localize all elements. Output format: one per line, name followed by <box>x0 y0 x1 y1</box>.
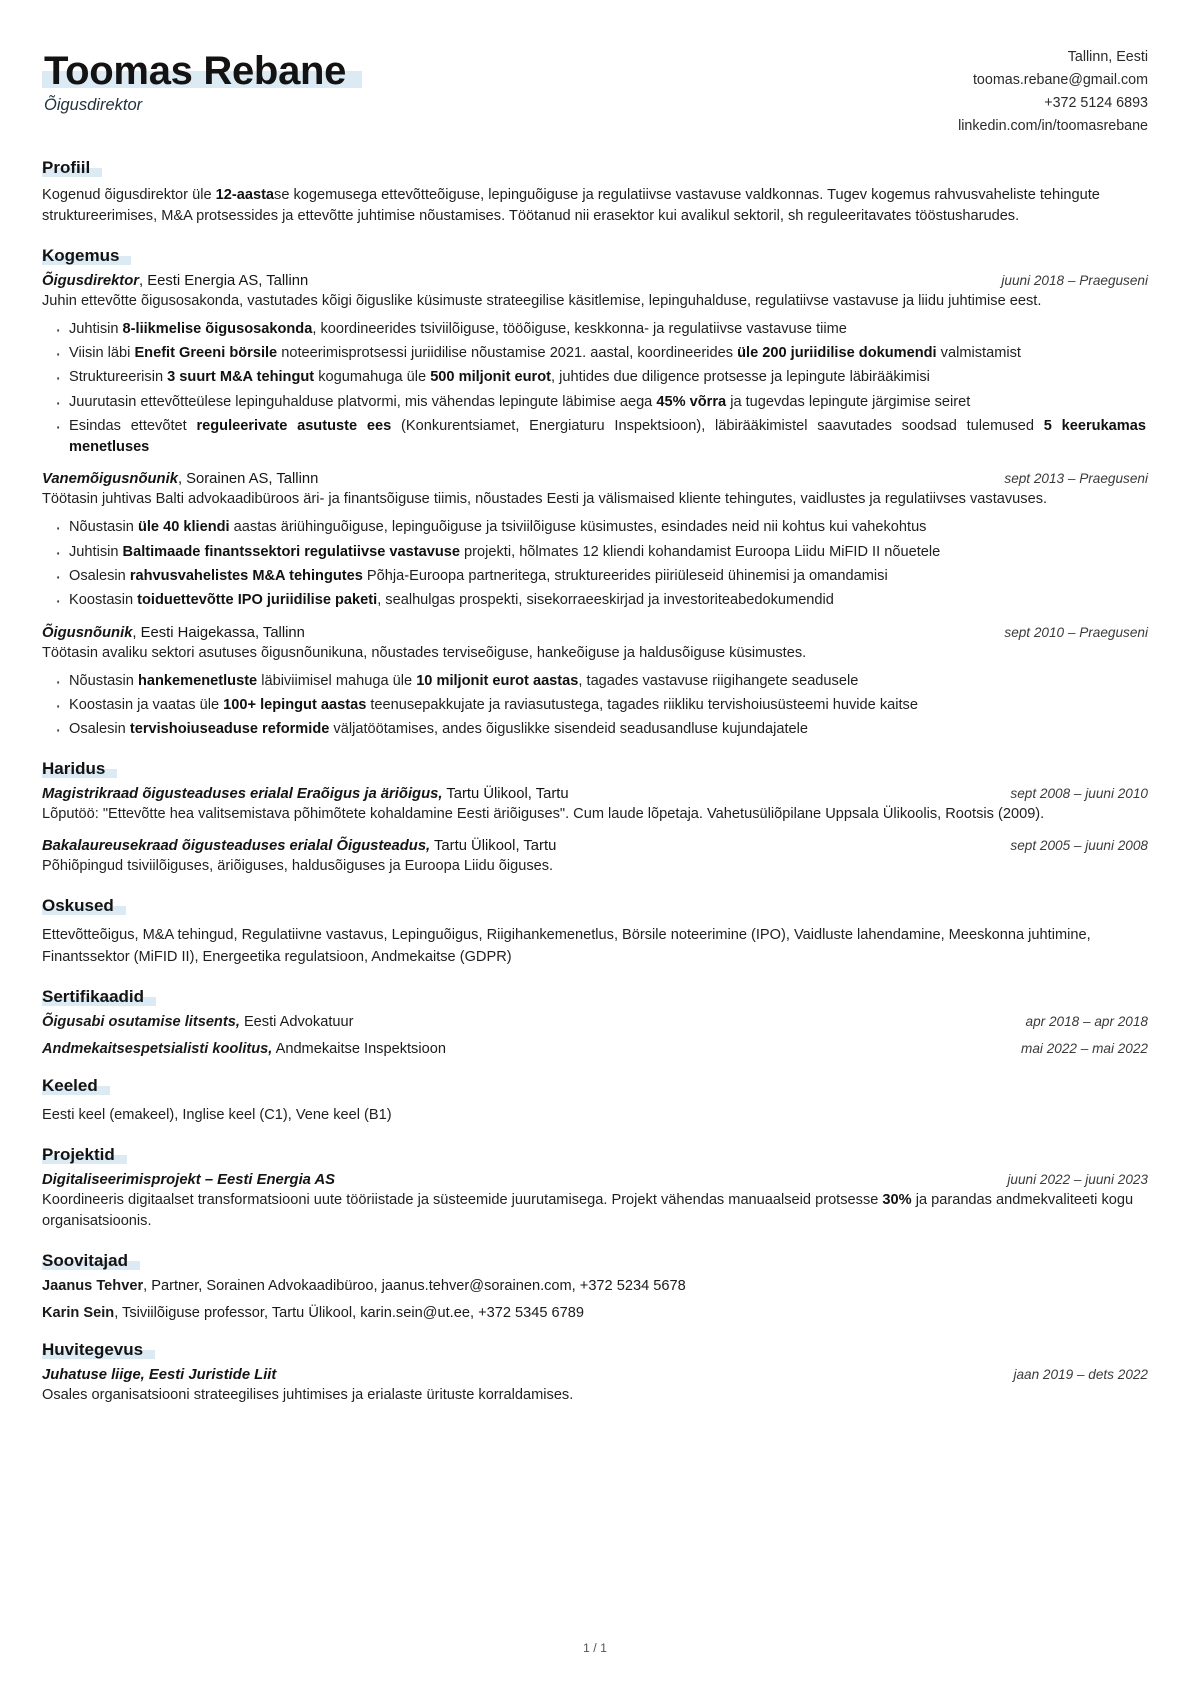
entry-bullets <box>42 319 1148 459</box>
experience-list <box>42 273 1148 741</box>
candidate-name-text: Toomas Rebane <box>44 49 347 93</box>
entry-title <box>42 625 986 641</box>
languages-text: Eesti keel (emakeel), Inglise keel (C1), Vene keel (B1) <box>42 1106 392 1123</box>
reference-detail: , Partner, Sorainen Advokaadibüroo, jaanus.tehver@sorainen.com, +372 5234 5678 <box>143 1277 686 1294</box>
project-entry <box>42 1367 1148 1406</box>
interest-list <box>42 1367 1148 1406</box>
certificate-row <box>42 1014 1148 1030</box>
certificate-date: mai 2022 – mai 2022 <box>1021 1040 1148 1056</box>
experience-bullet: · Nõustasin üle 40 kliendi aastas äriühinguõiguse, lepinguõiguse ja tsiviilõiguse küsimustes, esindades neid nii kohtus kui vahekohtus <box>42 517 1148 538</box>
school-name: Tartu Ülikool, Tartu <box>442 786 569 803</box>
certificate-name: Õigusabi osutamise litsents, <box>42 1013 240 1030</box>
entry-title <box>42 1367 995 1383</box>
entry-date: sept 2013 – Praeguseni <box>1004 471 1148 487</box>
section-title-languages <box>42 1076 100 1096</box>
entry-description: Töötasin avaliku sektori asutuses õigusnõunikuna, nõustades terviseõiguse, hankeõiguse ja haldusõiguse küsimustes. <box>42 644 807 661</box>
entry-date: sept 2005 – juuni 2008 <box>1010 838 1148 854</box>
certificate-label <box>42 1041 446 1057</box>
entry-title <box>42 471 986 487</box>
entry-description: Juhin ettevõtte õigusosakonda, vastutades kõigi õiguslike küsimuste strateegilise käsitlemise, lepinguhalduse, regulatiivse vastavuse ja liidu juhtimise eest. <box>42 292 1042 309</box>
education-entry <box>42 786 1148 825</box>
reference-detail: , Tsiviilõiguse professor, Tartu Ülikool, karin.sein@ut.ee, +372 5345 6789 <box>114 1304 584 1321</box>
entry-description: Põhiõpingud tsiviilõiguses, äriõiguses, haldusõiguses ja Euroopa Liidu õiguses. <box>42 858 554 875</box>
entry-date: juuni 2018 – Praeguseni <box>1001 272 1148 288</box>
school-name: Tartu Ülikool, Tartu <box>430 838 557 855</box>
section-skills <box>42 896 1148 967</box>
entry-title <box>42 838 992 854</box>
identity-block <box>42 44 350 115</box>
entry-org: , Eesti Energia AS, Tallinn <box>139 272 309 289</box>
section-title-skills <box>42 896 116 916</box>
section-projects <box>42 1145 1148 1232</box>
section-title-text: Soovitajad <box>42 1250 128 1270</box>
certificate-label <box>42 1014 353 1030</box>
education-entry <box>42 838 1148 877</box>
reference-row <box>42 1278 1148 1294</box>
contact-linkedin[interactable]: linkedin.com/in/toomasrebane <box>958 118 1148 135</box>
entry-date: juuni 2022 – juuni 2023 <box>1007 1171 1148 1187</box>
entry-description: Töötasin juhtivas Balti advokaadibüroos äri- ja finantsõiguse tiimis, nõustades Eesti ja välismaised kliente tehingutes, vaidlustes ja regulatiivses vastavuses. <box>42 491 1048 508</box>
resume-header <box>42 44 1148 139</box>
section-title-projects <box>42 1145 117 1165</box>
candidate-name <box>42 50 350 92</box>
section-title-text: Oskused <box>42 896 114 916</box>
certificate-name: Andmekaitsespetsialisti koolitus, <box>42 1040 273 1057</box>
section-title-interests <box>42 1340 145 1360</box>
experience-entry <box>42 625 1148 741</box>
experience-bullet: · Juurutasin ettevõtteülese lepinguhalduse platvormi, mis vähendas lepingute läbimise aega 45% võrra ja tugevdas lepingute järgimise seiret <box>42 392 1148 413</box>
entry-role: Õigusnõunik <box>42 624 133 641</box>
entry-date: sept 2008 – juuni 2010 <box>1010 786 1148 802</box>
reference-label <box>42 1278 686 1294</box>
reference-label <box>42 1305 584 1321</box>
reference-list <box>42 1278 1148 1321</box>
reference-row <box>42 1305 1148 1321</box>
candidate-job-title: Õigusdirektor <box>44 96 143 114</box>
entry-role: Õigusdirektor <box>42 272 140 289</box>
entry-description: Koordineeris digitaalset transformatsiooni uute tööriistade ja süsteemide juurutamisega. Projekt vähendas manuaalseid protsesse 30% ja parandas andmekvaliteeti kogu organisatsioonis. <box>42 1191 1134 1229</box>
section-title-references <box>42 1251 130 1271</box>
entry-title <box>42 273 983 289</box>
section-title-profile <box>42 158 92 178</box>
certificate-issuer: Eesti Advokatuur <box>239 1013 354 1030</box>
section-title-text: Sertifikaadid <box>42 986 145 1006</box>
experience-entry <box>42 273 1148 459</box>
entry-org: , Sorainen AS, Tallinn <box>177 471 319 488</box>
entry-header <box>42 471 1148 487</box>
section-title-text: Projektid <box>42 1144 115 1164</box>
experience-bullet: · Koostasin toiduettevõtte IPO juriidilise paketi, sealhulgas prospekti, sisekorraeeskirjad ja investoriteabedokumendid <box>42 590 1148 611</box>
profile-text: Kogenud õigusdirektor üle 12-aastase kogemusega ettevõtteõiguse, lepinguõiguse ja regulatiivse vastavuse valdkonnas. Tugev kogemus rahvusvaheliste tehingute struktureerimises, M&A protsessides ja ettevõtte juhtimise nõustamises. Töötanud nii erasektor kui avalikul sektoril, sh reguleeritavates tööstusharudes. <box>42 186 1100 224</box>
entry-role: Vanemõigusnõunik <box>42 471 178 488</box>
contact-phone[interactable]: +372 5124 6893 <box>1044 95 1148 112</box>
entry-header <box>42 786 1148 802</box>
experience-bullet: · Juhtisin 8-liikmelise õigusosakonda, koordineerides tsiviilõiguse, tööõiguse, keskkonna- ja regulatiivse vastavuse tiime <box>42 319 1148 340</box>
experience-bullet: · Nõustasin hankemenetluste läbiviimisel mahuga üle 10 miljonit eurot aastas, tagades vastavuse riigihangete seadusele <box>42 671 1148 692</box>
project-name: Juhatuse liige, Eesti Juristide Liit <box>42 1366 277 1383</box>
section-title-text: Huvitegevus <box>42 1339 144 1359</box>
experience-bullet: · Osalesin rahvusvahelistes M&A tehingutes Põhja-Euroopa partneritega, struktureerides piiriüleseid ühinemisi ja omandamisi <box>42 566 1148 587</box>
entry-date: sept 2010 – Praeguseni <box>1004 624 1148 640</box>
education-list <box>42 786 1148 877</box>
experience-bullet: · Osalesin tervishoiuseaduse reformide väljatöötamises, andes õiguslikke sisendeid seadusandluse kujundajatele <box>42 719 1148 740</box>
reference-name: Karin Sein <box>42 1304 115 1321</box>
skills-text: Ettevõtteõigus, M&A tehingud, Regulatiivne vastavus, Lepinguõigus, Riigihankemenetlus, Börsile noteerimine (IPO), Vaidluste lahendamine, Meeskonna juhtimine, Finantssektor (MiFID II), Energeetika regulatsioon, Andmekaitse (GDPR) <box>42 927 1091 965</box>
section-references <box>42 1251 1148 1321</box>
certificate-issuer: Andmekaitse Inspektsioon <box>272 1040 446 1057</box>
entry-bullets <box>42 517 1148 611</box>
certificate-date: apr 2018 – apr 2018 <box>1025 1013 1148 1029</box>
section-title-text: Kogemus <box>42 245 120 265</box>
entry-description: Lõputöö: "Ettevõtte hea valitsemistava põhimõtete kohaldamine Eesti äriõiguses". Cum laude lõpetaja. Vahetusüliõpilane Uppsala Ülikoolis, Rootsis (2009). <box>42 806 1045 823</box>
page-footer: 1 / 1 <box>583 1641 607 1655</box>
entry-org: , Eesti Haigekassa, Tallinn <box>132 624 305 641</box>
section-title-certificates <box>42 987 146 1007</box>
experience-bullet: · Struktureerisin 3 suurt M&A tehingut kogumahuga üle 500 miljonit eurot, juhtides due diligence protsesse ja lepingute läbirääkimisi <box>42 367 1148 388</box>
project-entry <box>42 1172 1148 1232</box>
entry-date: jaan 2019 – dets 2022 <box>1013 1366 1148 1382</box>
contact-block <box>958 44 1148 139</box>
certificate-row <box>42 1041 1148 1057</box>
certificate-list <box>42 1014 1148 1057</box>
reference-name: Jaanus Tehver <box>42 1277 144 1294</box>
experience-bullet: · Koostasin ja vaatas üle 100+ lepingut aastas teenusepakkujate ja raviasutustega, tagades riikliku tervishoiusüsteemi huvide kaitse <box>42 695 1148 716</box>
entry-header <box>42 1367 1148 1383</box>
section-languages <box>42 1076 1148 1126</box>
experience-entry <box>42 471 1148 611</box>
entry-header <box>42 273 1148 289</box>
section-certificates <box>42 987 1148 1057</box>
degree-name: Bakalaureusekraad õigusteaduses erialal Õigusteadus, <box>42 838 431 855</box>
section-education <box>42 759 1148 877</box>
entry-header <box>42 838 1148 854</box>
entry-description: Osales organisatsiooni strateegilises juhtimises ja erialaste ürituste korraldamises. <box>42 1386 574 1403</box>
project-name: Digitaliseerimisprojekt – Eesti Energia AS <box>42 1171 336 1188</box>
experience-bullet: · Viisin läbi Enefit Greeni börsile noteerimisprotsessi juriidilise nõustamise 2021. aastal, koordineerides üle 200 juriidilise dokumendi valmistamist <box>42 343 1148 364</box>
entry-title <box>42 1172 989 1188</box>
entry-header <box>42 1172 1148 1188</box>
section-interests <box>42 1340 1148 1406</box>
entry-bullets <box>42 671 1148 741</box>
section-experience <box>42 246 1148 741</box>
degree-name: Magistrikraad õigusteaduses erialal Eraõigus ja äriõigus, <box>42 786 443 803</box>
entry-title <box>42 786 992 802</box>
section-title-text: Haridus <box>42 759 106 779</box>
entry-header <box>42 625 1148 641</box>
section-title-experience <box>42 246 121 266</box>
experience-bullet: · Esindas ettevõtet reguleerivate asutuste ees (Konkurentsiamet, Energiaturu Inspektsioon), läbirääkimistel saavutades soodsad tulemused 5 keerukamas menetluses <box>42 416 1148 459</box>
project-list <box>42 1172 1148 1232</box>
section-profile <box>42 158 1148 227</box>
contact-email[interactable]: toomas.rebane@gmail.com <box>972 72 1148 89</box>
section-title-education <box>42 759 107 779</box>
contact-location: Tallinn, Eesti <box>1067 49 1148 65</box>
section-title-text: Profiil <box>42 157 91 177</box>
section-title-text: Keeled <box>42 1075 98 1095</box>
experience-bullet: · Juhtisin Baltimaade finantssektori regulatiivse vastavuse projekti, hõlmates 12 kliendi kohandamist Euroopa Liidu MiFID II nõuetele <box>42 542 1148 563</box>
